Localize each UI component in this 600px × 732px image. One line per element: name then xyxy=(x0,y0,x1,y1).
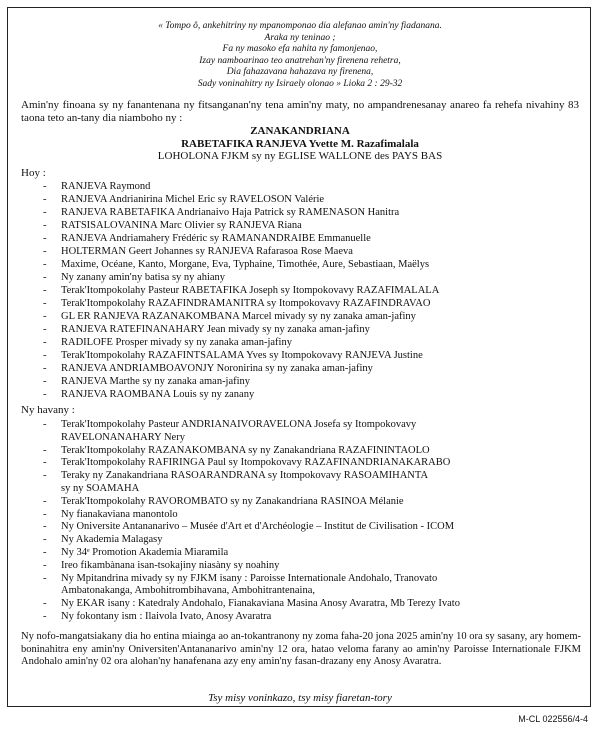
list-dash: - xyxy=(43,246,47,257)
list-item-text: Ambatonakanga, Ambohitrombihavana, Ambohitrantenaina, xyxy=(61,585,315,597)
list-item-text: Ny fokontany ism : Ilaivola Ivato, Anosy Avaratra xyxy=(61,610,272,622)
list-dash: - xyxy=(43,559,47,571)
list-item xyxy=(21,547,581,560)
list-dash: - xyxy=(43,444,47,456)
list-item-text: RADILOFE Prosper mivady sy ny zanaka aman-jafiny xyxy=(61,337,292,348)
list-item xyxy=(21,445,581,458)
list-dash: - xyxy=(43,495,47,507)
list-dash: - xyxy=(43,337,47,348)
list-dash: - xyxy=(43,324,47,335)
list-dash: - xyxy=(43,311,47,322)
list-item-text: Terak'Itompokolahy Pasteur ANDRIANAIVORAVELONA Josefa sy Itompokovavy xyxy=(61,419,417,430)
list-item-text: Maxime, Océane, Kanto, Morgane, Eva, Typhaine, Timothée, Aure, Sebastiaan, Maëlys xyxy=(61,259,430,270)
list-dash: - xyxy=(43,181,47,192)
list-dash: - xyxy=(43,298,47,309)
list-item xyxy=(21,323,581,336)
list-item xyxy=(21,470,581,496)
list-item-text: Ny Mpitandrina mivady sy ny FJKM isany : Paroisse Internationale Andohalo, Tranovato xyxy=(61,572,438,584)
list-item-text: Ny 34ᵉ Promotion Akademia Miaramila xyxy=(61,546,229,558)
deceased-name: RABETAFIKA RANJEVA Yvette M. Razafimalala xyxy=(181,137,419,150)
list-dash: - xyxy=(43,598,47,610)
list-dash: - xyxy=(43,508,47,520)
list-item-text: Terak'Itompokolahy RAZANAKOMBANA sy ny Zanakandriana RAZAFININTAOLO xyxy=(61,444,430,456)
list-dash: - xyxy=(43,534,47,546)
list-item xyxy=(21,598,581,611)
list-item xyxy=(21,388,581,401)
list-dash: - xyxy=(43,363,47,374)
verse-line: « Tompo ô, ankehitriny ny mpanomponao dia alefanao amin'ny fiadanana. xyxy=(158,21,442,31)
list-dash: - xyxy=(43,259,47,270)
list-item-text: Terak'Itompokolahy RAVOROMBATO sy ny Zanakandriana RASINOA Mélanie xyxy=(61,495,404,507)
list-item-text: Ireo fikambànana isan-tsokajiny niasàny sy noahiny xyxy=(61,559,280,571)
list-item xyxy=(21,258,581,271)
list-item-text: RANJEVA Raymond xyxy=(61,181,151,192)
list-item xyxy=(21,336,581,349)
list-dash: - xyxy=(43,272,47,283)
list-item-text: Teraky ny Zanakandriana RASOARANDRANA sy Itompokovavy RASOAMIHANTA xyxy=(61,470,429,482)
list-dash: - xyxy=(43,521,47,533)
list-item xyxy=(21,193,581,206)
list-item-text: RANJEVA RAOMBANA Louis sy ny zanany xyxy=(61,389,255,400)
hoy-label: Hoy : xyxy=(21,167,46,179)
list-item-text: RANJEVA Andrianirina Michel Eric sy RAVELOSON Valérie xyxy=(61,194,325,205)
list-item xyxy=(21,310,581,323)
havany-label: Ny havany : xyxy=(21,404,75,416)
list-item-text: sy ny SOAMAHA xyxy=(61,482,140,494)
list-dash: - xyxy=(43,610,47,622)
list-item-text: RANJEVA RABETAFIKA Andrianaivo Haja Patrick sy RAMENASON Hanitra xyxy=(61,207,400,218)
list-item xyxy=(21,611,581,624)
list-item xyxy=(21,419,581,445)
verse-line: Araka ny teninao ; xyxy=(264,32,336,43)
list-item-text: Ny Akademia Malagasy xyxy=(61,534,163,546)
list-item xyxy=(21,284,581,297)
intro-paragraph: Amin'ny finoana sy ny fanantenana ny fitsanganan'ny tena amin'ny maty, no ampandrenesanay anareo fa rehefa nivahiny 83 taona teto an-tany dia niamboho ny : xyxy=(21,99,579,124)
list-item xyxy=(21,521,581,534)
list-item-text: Ny Oniversite Antananarivo – Musée d'Art et d'Archéologie – Institut de Civilisation - ICOM xyxy=(61,521,455,533)
list-dash: - xyxy=(43,207,47,218)
list-item xyxy=(21,219,581,232)
funeral-details-paragraph: Ny nofo-mangatsiakany dia ho entina miainga ao an-tokantranony ny zoma faha-20 jona 2025 amin'ny 10 ora sy sasany, ary homem-boninahitra eny amin'ny Oniversiten'Antananarivo amin'ny 12 ora, hatao veloma farany ao amin'ny Paroisse Internationale FJKM Andohalo amin'ny 02 ora alohan'ny hanafenana azy eny amin'ny fasan-drazany eny Anosy Avaratra. xyxy=(21,631,581,668)
list-item-text: Ny fianakaviana manontolo xyxy=(61,508,178,520)
list-dash: - xyxy=(43,285,47,296)
list-item xyxy=(21,573,581,599)
list-item xyxy=(21,349,581,362)
hoy-list xyxy=(21,180,581,401)
reference-code: M-CL 022556/4-4 xyxy=(518,714,588,724)
list-item-text: Terak'Itompokolahy RAZAFINDRAMANITRA sy Itompokovavy RAZAFINDRAVAO xyxy=(61,298,431,309)
list-item xyxy=(21,375,581,388)
list-dash: - xyxy=(43,457,47,469)
list-dash: - xyxy=(43,419,47,430)
list-dash: - xyxy=(43,376,47,387)
list-item-text: GL ER RANJEVA RAZANAKOMBANA Marcel mivady sy ny zanaka aman-jafiny xyxy=(61,311,416,322)
list-dash: - xyxy=(43,350,47,361)
closing-line: Tsy misy voninkazo, tsy misy fiaretan-tory xyxy=(208,692,392,704)
list-item-text: Terak'Itompokolahy RAFIRINGA Paul sy Itompokovavy RAZAFINANDRIANAKARABO xyxy=(61,457,451,469)
list-item xyxy=(21,496,581,509)
list-item-text: RANJEVA RATEFINANAHARY Jean mivady sy ny zanaka aman-jafiny xyxy=(61,324,370,335)
havany-list xyxy=(21,419,581,624)
list-item xyxy=(21,509,581,522)
list-item xyxy=(21,457,581,470)
list-item xyxy=(21,560,581,573)
list-item xyxy=(21,245,581,258)
list-item-text: Ny EKAR isany : Katedraly Andohalo, Fianakaviana Masina Anosy Avaratra, Mb Terezy Ivato xyxy=(61,598,460,610)
list-item-text: RANJEVA ANDRIAMBOAVONJY Noronirina sy ny zanaka aman-jafiny xyxy=(61,363,373,374)
list-item xyxy=(21,206,581,219)
deceased-block xyxy=(0,125,600,163)
verse-line: Fa ny masoko efa nahita ny famonjenao, xyxy=(222,44,378,54)
list-item-text: RATSISALOVANINA Marc Olivier sy RANJEVA Riana xyxy=(61,220,302,231)
bible-verse xyxy=(0,21,600,90)
list-item xyxy=(21,297,581,310)
list-item xyxy=(21,271,581,284)
list-item xyxy=(21,180,581,193)
list-item-text: RANJEVA Marthe sy ny zanaka aman-jafiny xyxy=(61,376,251,387)
deceased-title: ZANAKANDRIANA xyxy=(250,125,350,137)
list-dash: - xyxy=(43,572,47,584)
deceased-role: LOHOLONA FJKM sy ny EGLISE WALLONE des PAYS BAS xyxy=(157,150,443,162)
list-item-text: HOLTERMAN Geert Johannes sy RANJEVA Rafarasoa Rose Maeva xyxy=(61,246,353,257)
list-item xyxy=(21,534,581,547)
list-item-text: RANJEVA Andriamahery Frédéric sy RAMANANDRAIBE Emmanuelle xyxy=(61,233,371,244)
list-dash: - xyxy=(43,194,47,205)
list-item xyxy=(21,362,581,375)
list-item-text: Terak'Itompokolahy Pasteur RABETAFIKA Joseph sy Itompokovavy RAZAFIMALALA xyxy=(61,285,440,296)
list-dash: - xyxy=(43,470,47,482)
list-dash: - xyxy=(43,389,47,400)
verse-line: Izay namboarinao teo anatrehan'ny firenena rehetra, xyxy=(199,55,401,66)
list-dash: - xyxy=(43,220,47,231)
list-item-text: Ny zanany amin'ny batisa sy ny ahiany xyxy=(61,272,226,283)
list-dash: - xyxy=(43,233,47,244)
verse-line: Dia fahazavana hahazava ny firenena, xyxy=(226,67,374,77)
list-item-text: Terak'Itompokolahy RAZAFINTSALAMA Yves sy Itompokovavy RANJEVA Justine xyxy=(61,350,423,361)
verse-line: Sady voninahitry ny Isiraely olonao » Lioka 2 : 29-32 xyxy=(197,78,403,89)
list-dash: - xyxy=(43,546,47,558)
list-item xyxy=(21,232,581,245)
list-item-text: RAVELONANAHARY Nery xyxy=(61,431,185,443)
